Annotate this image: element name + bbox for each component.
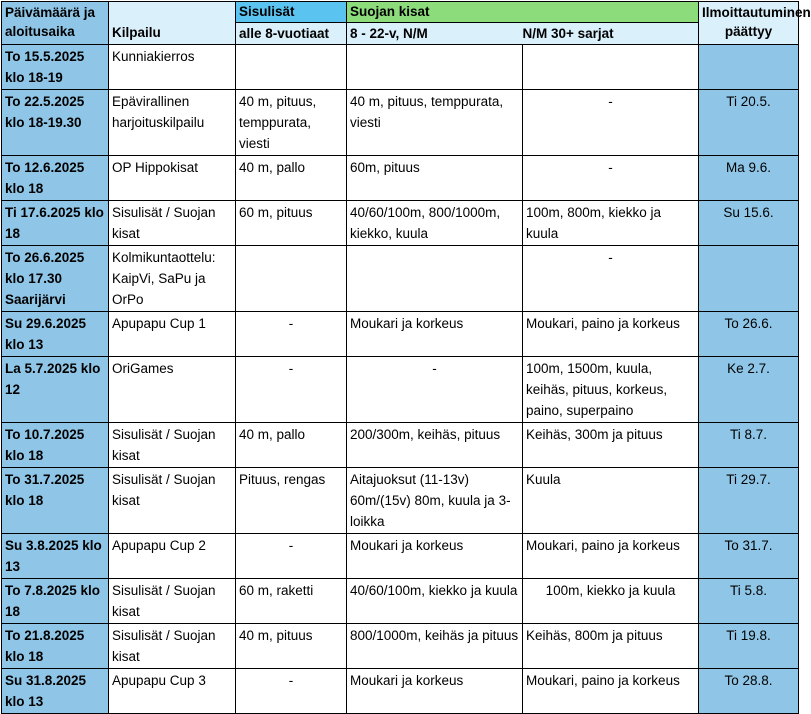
masters-cell: Kuula: [523, 468, 699, 534]
header-sisulisat: [236, 2, 347, 23]
table-row: [2, 156, 799, 201]
header-closing: [699, 2, 811, 45]
closing-cell: Ti 19.8.: [699, 624, 799, 669]
event-cell: Epävirallinen harjoituskilpailu: [109, 90, 236, 156]
table-row: [2, 312, 799, 357]
event-cell: Apupapu Cup 3: [109, 669, 236, 714]
date-cell: To 15.5.2025 klo 18-19: [2, 45, 109, 90]
table-row: [2, 201, 799, 246]
header-suojan-sub1-label: 8 - 22-v, N/M: [350, 26, 428, 41]
event-cell: Apupapu Cup 2: [109, 534, 236, 579]
suojan-cell: 40/60/100m, kiekko ja kuula: [347, 579, 523, 624]
event-cell: Apupapu Cup 1: [109, 312, 236, 357]
suojan-cell: 60m, pituus: [347, 156, 523, 201]
table-row: [2, 534, 799, 579]
date-cell: La 5.7.2025 klo 12: [2, 357, 109, 423]
event-cell: Sisulisät / Suojan kisat: [109, 468, 236, 534]
sisulisat-cell: 40 m, pallo: [236, 156, 347, 201]
closing-cell: Ti 5.8.: [699, 579, 799, 624]
closing-cell: Ti 8.7.: [699, 423, 799, 468]
suojan-cell: -: [347, 357, 523, 423]
masters-cell: 100m, 800m, kiekko ja kuula: [523, 201, 699, 246]
table-row: [2, 246, 799, 312]
header-date: [2, 2, 109, 45]
date-cell: Su 31.8.2025 klo 13: [2, 669, 109, 714]
suojan-cell: [347, 246, 523, 312]
closing-cell: Ti 20.5.: [699, 90, 799, 156]
table-row: [2, 90, 799, 156]
sisulisat-cell: -: [236, 357, 347, 423]
table-row: [2, 357, 799, 423]
event-cell: Sisulisät / Suojan kisat: [109, 624, 236, 669]
date-cell: To 7.8.2025 klo 18: [2, 579, 109, 624]
table-row: [2, 423, 799, 468]
suojan-cell: Aitajuoksut (11-13v) 60m/(15v) 80m, kuula ja 3-loikka: [347, 468, 523, 534]
header-closing-label: Ilmoittautuminen päättyy: [702, 5, 811, 39]
header-suojan-label: Suojan kisat: [350, 4, 430, 19]
suojan-cell: 800/1000m, keihäs ja pituus: [347, 624, 523, 669]
suojan-cell: 200/300m, keihäs, pituus: [347, 423, 523, 468]
date-cell: To 26.6.2025 klo 17.30 Saarijärvi: [2, 246, 109, 312]
header-suojan: [347, 2, 699, 23]
table-row: [2, 624, 799, 669]
masters-cell: Moukari, paino ja korkeus: [523, 534, 699, 579]
event-cell: Kolmikuntaottelu: KaipVi, SaPu ja OrPo: [109, 246, 236, 312]
masters-cell: 100m, kiekko ja kuula: [523, 579, 699, 624]
date-cell: To 21.8.2025 klo 18: [2, 624, 109, 669]
sisulisat-cell: -: [236, 534, 347, 579]
event-cell: Sisulisät / Suojan kisat: [109, 423, 236, 468]
masters-cell: [523, 45, 699, 90]
suojan-cell: 40 m, pituus, temppurata, viesti: [347, 90, 523, 156]
closing-cell: [699, 246, 799, 312]
closing-cell: To 28.8.: [699, 669, 799, 714]
masters-cell: Keihäs, 300m ja pituus: [523, 423, 699, 468]
schedule-table: [1, 1, 811, 714]
header-event-label: Kilpailu: [112, 25, 161, 40]
sisulisat-cell: [236, 246, 347, 312]
date-cell: Su 29.6.2025 klo 13: [2, 312, 109, 357]
event-cell: OriGames: [109, 357, 236, 423]
date-cell: To 31.7.2025 klo 18: [2, 468, 109, 534]
event-cell: Kunniakierros: [109, 45, 236, 90]
date-cell: Su 3.8.2025 klo 13: [2, 534, 109, 579]
suojan-cell: Moukari ja korkeus: [347, 669, 523, 714]
suojan-cell: Moukari ja korkeus: [347, 534, 523, 579]
table-row: [2, 579, 799, 624]
masters-cell: 100m, 1500m, kuula, keihäs, pituus, korkeus, paino, superpaino: [523, 357, 699, 423]
sisulisat-cell: -: [236, 312, 347, 357]
header-suojan-sub: [347, 23, 699, 45]
sisulisat-cell: [236, 45, 347, 90]
header-suojan-sub2-label: N/M 30+ sarjat: [522, 26, 614, 41]
masters-cell: -: [523, 156, 699, 201]
header-sisulisat-label: Sisulisät: [239, 4, 295, 19]
closing-cell: To 26.6.: [699, 312, 799, 357]
closing-cell: Su 15.6.: [699, 201, 799, 246]
table-row: [2, 45, 799, 90]
masters-cell: Moukari, paino ja korkeus: [523, 312, 699, 357]
suojan-cell: [347, 45, 523, 90]
header-sisulisat-sub: [236, 23, 347, 45]
suojan-cell: 40/60/100m, 800/1000m, kiekko, kuula: [347, 201, 523, 246]
closing-cell: Ke 2.7.: [699, 357, 799, 423]
sisulisat-cell: Pituus, rengas: [236, 468, 347, 534]
sisulisat-cell: -: [236, 669, 347, 714]
masters-cell: -: [523, 90, 699, 156]
table-row: [2, 468, 799, 534]
suojan-cell: Moukari ja korkeus: [347, 312, 523, 357]
header-event: [109, 2, 236, 45]
sisulisat-cell: 60 m, pituus: [236, 201, 347, 246]
header-sisulisat-sub-label: alle 8-vuotiaat: [239, 26, 330, 41]
event-cell: Sisulisät / Suojan kisat: [109, 201, 236, 246]
date-cell: To 12.6.2025 klo 18: [2, 156, 109, 201]
sisulisat-cell: 40 m, pituus: [236, 624, 347, 669]
sisulisat-cell: 60 m, raketti: [236, 579, 347, 624]
masters-cell: -: [523, 246, 699, 312]
date-cell: To 22.5.2025 klo 18-19.30: [2, 90, 109, 156]
event-cell: OP Hippokisat: [109, 156, 236, 201]
sisulisat-cell: 40 m, pallo: [236, 423, 347, 468]
table-row: [2, 669, 799, 714]
masters-cell: Keihäs, 800m ja pituus: [523, 624, 699, 669]
event-cell: Sisulisät / Suojan kisat: [109, 579, 236, 624]
closing-cell: Ma 9.6.: [699, 156, 799, 201]
sisulisat-cell: 40 m, pituus, temppurata, viesti: [236, 90, 347, 156]
closing-cell: [699, 45, 799, 90]
masters-cell: Moukari, paino ja korkeus: [523, 669, 699, 714]
closing-cell: Ti 29.7.: [699, 468, 799, 534]
date-cell: Ti 17.6.2025 klo 18: [2, 201, 109, 246]
header-date-label: Päivämäärä ja aloitusaika: [5, 5, 96, 39]
date-cell: To 10.7.2025 klo 18: [2, 423, 109, 468]
closing-cell: To 31.7.: [699, 534, 799, 579]
